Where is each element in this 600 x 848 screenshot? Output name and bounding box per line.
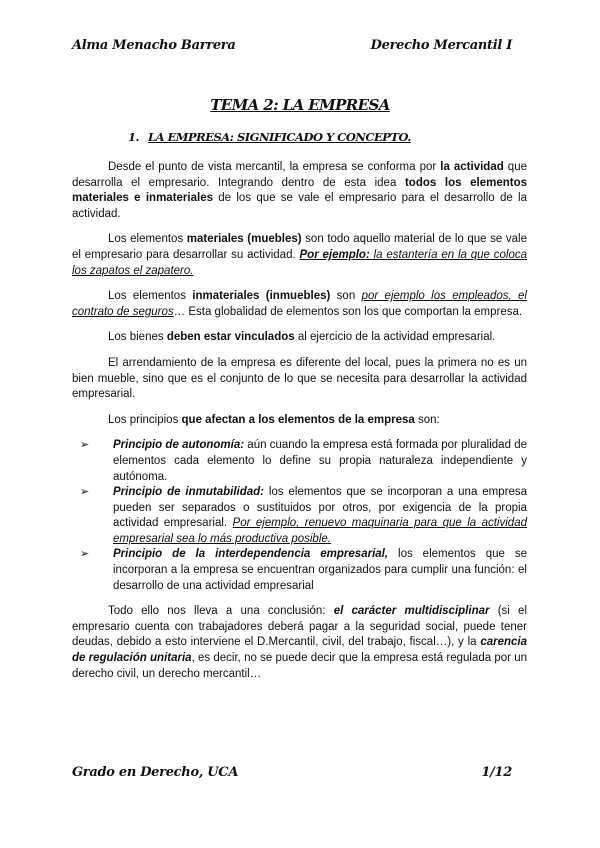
text: , es decir, no se puede decir que la empresa está regulada por un derecho civil, un derecho mercantil…	[72, 652, 528, 680]
principle-label: Principio de la interdependencia empresarial,	[113, 548, 389, 561]
principle-label: Principio de autonomía:	[113, 439, 245, 452]
principle-label: Principio de inmutabilidad:	[113, 486, 265, 499]
text: al ejercicio de la actividad empresarial.	[294, 331, 496, 344]
arrow-bullet-icon: ➢	[80, 486, 90, 499]
section-heading	[128, 130, 411, 144]
principle-text: los elementos que se incorporan a una empresa pueden ser separados o sustituidos por otros, por exigencia de la propia actividad empresarial.	[113, 486, 527, 530]
text: son:	[414, 413, 440, 426]
paragraph-7	[72, 604, 527, 682]
text: Los elementos	[108, 290, 193, 303]
text: Los bienes	[108, 331, 167, 344]
arrow-bullet-icon: ➢	[80, 548, 90, 561]
paragraph-2	[72, 232, 527, 279]
list-item-autonomia	[80, 438, 527, 485]
header-author: Alma Menacho Barrera	[72, 38, 236, 53]
paragraph-4	[72, 330, 527, 346]
bold-text: la actividad	[440, 161, 504, 173]
paragraph-5: El arrendamiento de la empresa es diferente del local, pues la primera no es un bien mueble, sino que es el conjunto de lo que se necesita para desarrollar la actividad empresarial.	[72, 356, 527, 401]
bold-italic-text: carencia de regulación unitaria	[72, 636, 527, 665]
paragraph-1	[72, 160, 527, 222]
bold-text: inmateriales (inmuebles)	[192, 290, 331, 303]
text: … Esta globalidad de elementos son los que comportan la empresa.	[173, 305, 523, 318]
arrow-bullet-icon: ➢	[80, 439, 90, 452]
list-item-interdependencia	[80, 547, 527, 594]
page-number: 1/12	[481, 765, 512, 780]
text: son	[330, 290, 362, 303]
example-label: Por ejemplo:	[299, 248, 370, 261]
paragraph-3	[72, 289, 527, 320]
bold-text: deben estar vinculados	[166, 331, 295, 344]
body-text	[72, 160, 527, 692]
section-number: 1.	[128, 130, 140, 144]
page-title: TEMA 2: LA EMPRESA	[210, 96, 390, 114]
bold-text: todos los elementos materiales e inmateriales	[72, 176, 527, 205]
text: de los que se vale el empresario para el desarrollo de la actividad.	[72, 192, 527, 220]
section-label: LA EMPRESA: SIGNIFICADO Y CONCEPTO.	[148, 130, 411, 144]
principle-text: aún cuando la empresa está formada por pluralidad de elementos cada elemento lo define su propia naturaleza independiente y autónoma.	[113, 439, 527, 483]
bold-text: que afectan a los elementos de la empresa	[181, 413, 415, 426]
list-item-inmutabilidad	[80, 485, 527, 547]
principles-list	[72, 438, 527, 594]
header-subject: Derecho Mercantil I	[370, 38, 512, 53]
principle-text: los elementos que se incorporan a la empresa se encuentran organizados para cumplir una función: el desarrollo de una actividad empresarial	[113, 548, 527, 592]
footer-degree: Grado en Derecho, UCA	[72, 765, 239, 780]
text: (si el empresario cuenta con trabajadores deberá pagar a la seguridad social, puede tener deudas, debido a esto interviene el D.Mercantil, civil, del trabajo, fiscal…), y la	[72, 605, 527, 649]
text: Desde el punto de vista mercantil, la empresa se conforma por	[108, 161, 441, 173]
text: son todo aquello material de lo que se vale el empresario para desarrollar su actividad.	[72, 233, 527, 261]
example-text: Por ejemplo, renuevo maquinaria para que la actividad empresarial sea lo más productiva posible.	[113, 517, 527, 545]
bold-italic-text: el carácter multidisciplinar	[333, 605, 490, 618]
example-text: la estantería en la que coloca los zapatos el zapatero.	[72, 248, 527, 277]
bold-text: materiales (muebles)	[186, 233, 302, 246]
text: Todo ello nos lleva a una conclusión:	[108, 605, 334, 618]
example-text: por ejemplo los empleados, el contrato de seguros	[72, 290, 527, 318]
text: Los principios	[108, 413, 182, 426]
text: que desarrolla el empresario. Integrando dentro de esta idea	[72, 161, 527, 189]
text: Los elementos	[108, 233, 187, 246]
paragraph-6	[72, 413, 527, 429]
